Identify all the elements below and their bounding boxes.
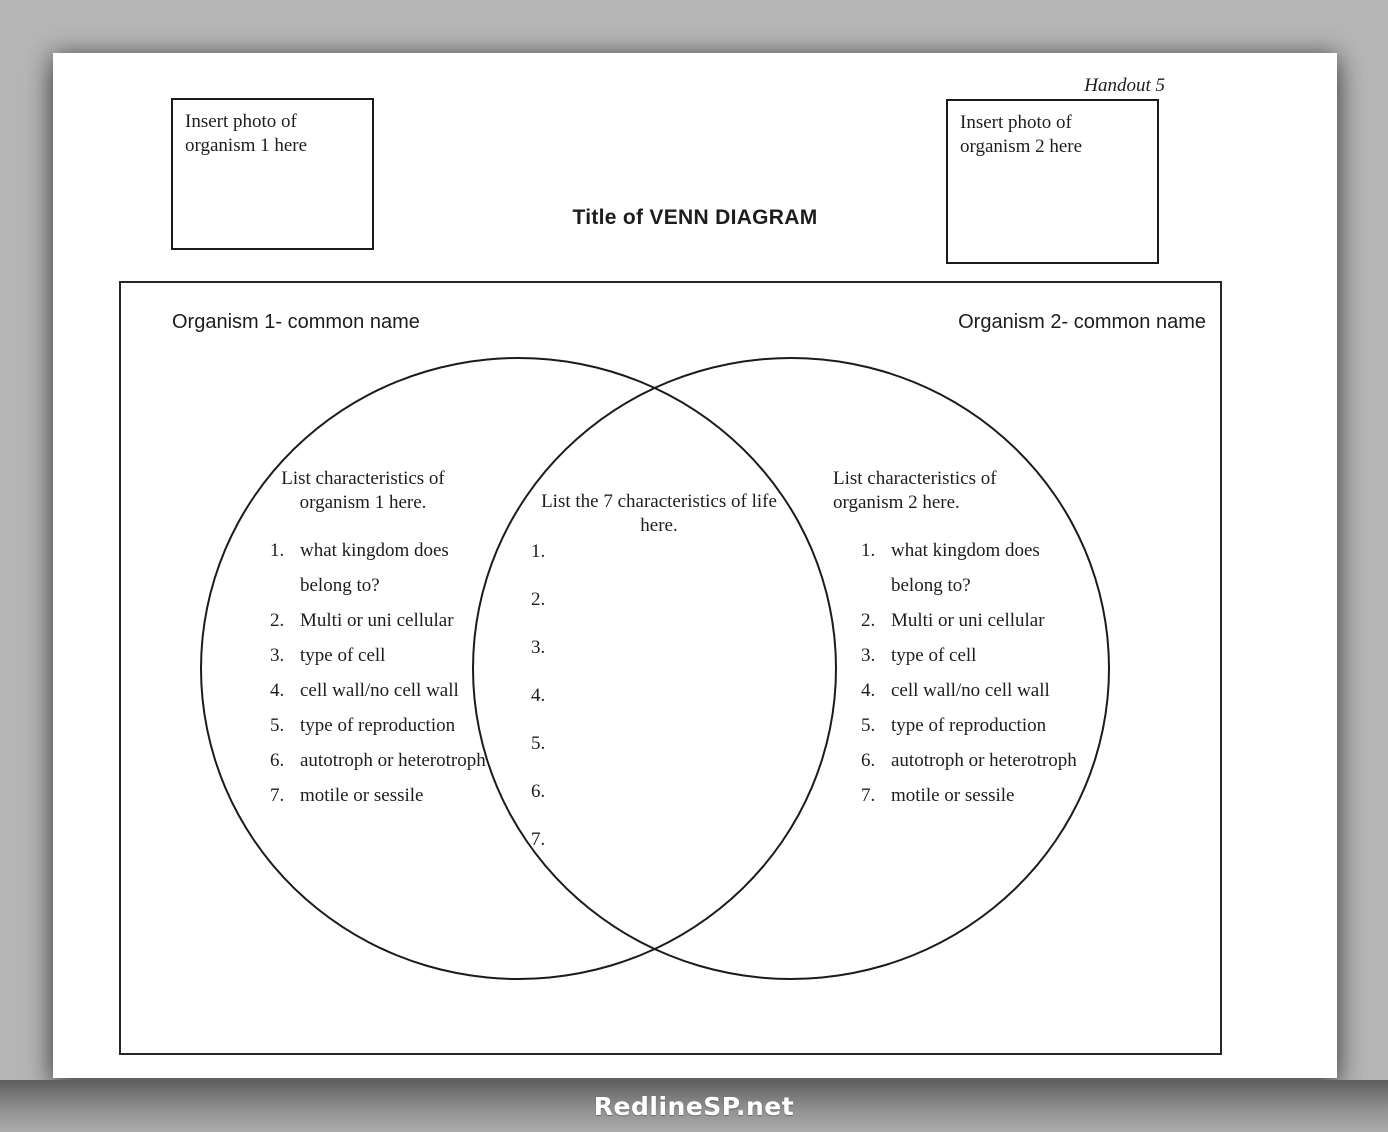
list-item-number: 4.: [861, 680, 876, 701]
heading-line: List characteristics of: [281, 468, 445, 489]
list-item-text: what kingdom does belong to?: [300, 540, 449, 596]
list-item-number: 7.: [270, 785, 285, 806]
list-item: [270, 603, 486, 638]
intersection-heading: [524, 490, 794, 538]
list-item: [270, 708, 486, 743]
list-item: [861, 638, 1077, 673]
list-item-text: type of reproduction: [891, 715, 1047, 736]
list-item-number: 3.: [861, 645, 876, 666]
list-item-number: 5.: [861, 715, 876, 736]
photo-placeholder-box-organism-2: [946, 99, 1159, 264]
list-item: [270, 638, 486, 673]
list-item-text: cell wall/no cell wall: [300, 680, 459, 701]
list-item: [861, 533, 1077, 603]
organism-1-label: Organism 1- common name: [172, 311, 420, 333]
list-item-number: 1.: [270, 540, 285, 561]
list-item-number: 5.: [270, 715, 285, 736]
list-item: [270, 533, 486, 603]
right-circle-list: [861, 533, 1077, 813]
list-item-number: 3.: [531, 637, 546, 658]
list-item-text: Multi or uni cellular: [891, 610, 1045, 631]
list-item-text: autotroph or heterotroph: [300, 750, 486, 771]
list-item-number: 6.: [270, 750, 285, 771]
list-item-text: type of cell: [891, 645, 977, 666]
list-item-number: 2.: [861, 610, 876, 631]
list-item: [861, 603, 1077, 638]
list-item-text: motile or sessile: [891, 785, 1015, 806]
list-item: [861, 673, 1077, 708]
page-title: Title of VENN DIAGRAM: [572, 206, 818, 229]
intersection-list: [531, 539, 545, 875]
list-item-number: 7.: [531, 829, 546, 850]
list-item: [861, 743, 1077, 778]
list-item: [270, 673, 486, 708]
heading-line: organism 2 here.: [833, 492, 960, 513]
heading-line: List characteristics of: [833, 468, 997, 489]
left-circle-list: [270, 533, 486, 813]
list-item-number: 6.: [861, 750, 876, 771]
list-item: [861, 708, 1077, 743]
list-item-number: 5.: [531, 733, 546, 754]
list-item-text: what kingdom does belong to?: [891, 540, 1040, 596]
list-item-text: cell wall/no cell wall: [891, 680, 1050, 701]
worksheet-page: [53, 53, 1337, 1078]
list-item-text: type of reproduction: [300, 715, 456, 736]
list-item-text: autotroph or heterotroph: [891, 750, 1077, 771]
list-item-number: 1.: [531, 541, 546, 562]
watermark-text: RedlineSP.net: [593, 1091, 795, 1121]
list-item: [270, 778, 486, 813]
heading-line: List the 7 characteristics of life: [541, 491, 777, 512]
left-circle-heading: [265, 467, 461, 515]
right-circle-heading: [833, 467, 1073, 515]
list-item-number: 4.: [531, 685, 546, 706]
list-item-number: 1.: [861, 540, 876, 561]
list-item-text: Multi or uni cellular: [300, 610, 454, 631]
list-item-number: 7.: [861, 785, 876, 806]
heading-line: organism 1 here.: [299, 492, 427, 513]
list-item-text: motile or sessile: [300, 785, 424, 806]
footer-band: [0, 1080, 1388, 1132]
list-item-number: 4.: [270, 680, 285, 701]
list-item: [270, 743, 486, 778]
heading-line: here.: [640, 515, 678, 536]
list-item-number: 2.: [531, 589, 546, 610]
list-item-number: 6.: [531, 781, 546, 802]
list-item-text: type of cell: [300, 645, 386, 666]
list-item-number: 3.: [270, 645, 285, 666]
photo-placeholder-text: Insert photo of organism 2 here: [960, 112, 1083, 157]
list-item: [861, 778, 1077, 813]
handout-number-label: Handout 5: [1084, 75, 1165, 96]
list-item-number: 2.: [270, 610, 285, 631]
organism-2-label: Organism 2- common name: [958, 311, 1206, 333]
photo-placeholder-text: Insert photo of organism 1 here: [185, 111, 308, 156]
